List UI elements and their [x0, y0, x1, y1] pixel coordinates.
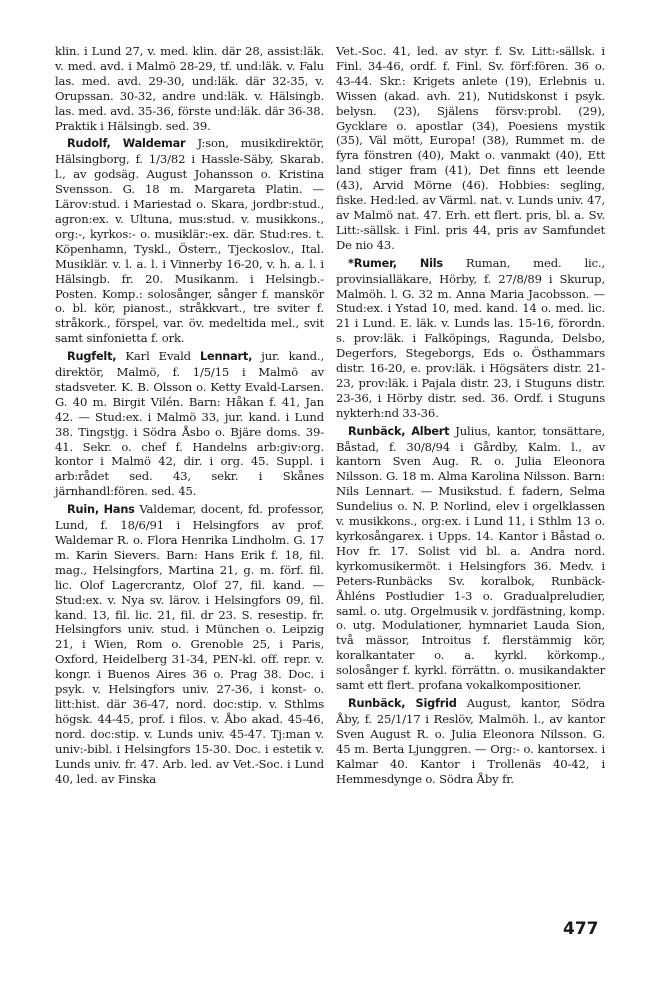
entry-text: Julius, kantor, tonsättare, Båstad, f. 30/8/94 i Gårdby, Kalm. l., av kantorn Sven Aug. R. o. Julia Eleonora Nilsson. G. 18 m. Alma Karolina Nilsson. Barn: Nils Lennart. — Musikstud. f. fadern, Selma Sundelius o. N. P. Norlind, elev i orgelklassen v. musikkons., org:ex. i Lund 11, i Sthlm 13 o. kyrkosångarex. i Upps. 14. Kantor i Båstad o. Hov fr. 17. Solist vid bl. a. Andra nord. kyrkomusikermöt. i Helsingfors 36. Medv. i Peters-Runbäcks Sv. koralbok, Runbäck-Åhléns Postludier 1-3 o. Gradualpreludier, saml. o. utg. Orgelmusik v. jordfästning, komp. o. utg. Modulationer, hymnariet Lauda Sion, två mässor, Introitus f. flerstämmig kör, koralkantater o. a. kyrkl. körkomp., solosånger f. kyrkl. förrättn. o. musikandakter samt ett flert. profana vokalkompositioner. — [336, 423, 605, 693]
entry-rumer-nils — [336, 256, 605, 421]
entry-text: Valdemar, docent, fd. professor, Lund, f. 18/6/91 i Helsingfors av prof. Waldemar R. o. Flora Henrika Lindholm. G. 17 m. Karin Sievers. Barn: Hans Erik f. 18, fil. mag., Helsingfors, Martina 21, g. m. förf. fil. lic. Olof Lagercrantz, Olof 27, fil. kand. — Stud:ex. v. Nya sv. lärov. i Helsingfors 09, fil. kand. 13, fil. lic. 21, fil. dr 23. S. resestip. fr. Helsingfors univ. stud. i München o. Leipzig 21, i Wien, Rom o. Grenoble 25, i Paris, Oxford, Heidelberg 31-34, PEN-kl. off. repr. v. kongr. i Buenos Aires 36 o. Prag 38. Doc. i psyk. v. Helsingfors univ. 27-36, i konst- o. litt:hist. där 36-47, nord. doc:stip. v. Sthlms högsk. 44-45, prof. i filos. v. Åbo akad. 45-46, nord. doc:stip. v. Lunds univ. 45-47. Tj:man v. univ:-bibl. i Helsingfors 15-30. Doc. i estetik v. Lunds univ. fr. 47. Arb. led. av Vet.-Soc. i Lund 40, led. av Finska — [55, 502, 324, 786]
entry-continuation: Vet.-Soc. 41, led. av styr. f. Sv. Litt:-sällsk. i Finl. 34-46, ordf. f. Finl. Sv. förf:fören. 36 o. 43-44. Skr.: Krigets anlete (19), Erlebnis u. Wissen (akad. avh. 21), Nutidskonst i psyk. belysn. (23), Själens försv:probl. (29), Gycklare o. apostlar (34), Poesiens mystik (35), Väl mött, Europa! (38), Rummet m. de fyra fönstren (40), Makt o. vanmakt (40), Ett land stiger fram (41), Det finns ett leende (43), Arvid Mörne (46). Hobbies: segling, fiske. Hed:led. av Värml. nat. v. Lunds univ. 47, av Malmö nat. 47. Erh. ett flert. pris, bl. a. Sv. Litt:-sällsk. i Finl. pris 44, pris av Samfundet De nio 43. — [336, 44, 605, 252]
entry-surname: *Rumer, — [348, 256, 397, 270]
entry-runback-sigfrid — [336, 696, 605, 786]
entry-runback-albert — [336, 424, 605, 693]
entry-given-name: Hans — [103, 503, 135, 517]
entry-surname: Runbäck, — [348, 424, 406, 438]
entry-text: Ruman, med. lic., provinsialläkare, Hörby, f. 27/8/89 i Skurup, Malmöh. l. G. 32 m. Anna Maria Jacobsson. — Stud:ex. i Ystad 10, med. kand. 14 o. med. lic. 21 i Lund. E. läk. v. Lunds las. 15-16, förordn. s. prov:läk. i Falköpings, Ragunda, Delsbo, Degerfors, Stegeborgs, Eds o. Östhammars distr. 16-20, e. prov:läk. i Högsäters distr. 21-23, prov:läk. i Pajala distr. 23, i Stuguns distr. 23-36, i Hörby distr. sed. 36. Ordf. i Stuguns nykterh:nd 33-36. — [336, 255, 605, 420]
entry-given-name: Waldemar — [122, 137, 186, 151]
entry-given-name: Lennart, — [199, 350, 253, 364]
entry-rugfelt-lennart — [55, 349, 324, 499]
entry-text: August, kantor, Södra Åby, f. 25/1/17 i Reslöv, Malmöh. l., av kantor Sven August R. o. Julia Eleonora Nilsson. G. 45 m. Berta Ljunggren. — Org:- o. kantorsex. i Kalmar 40. Kantor i Trollenäs 40-42, i Hemmesdynge o. Södra Åby fr. — [336, 695, 605, 786]
entry-text: jur. kand., direktör, Malmö, f. 1/5/15 i Malmö av stadsveter. K. B. Olsson o. Ketty Evald-Larsen. G. 40 m. Birgit Vilén. Barn: Håkan f. 41, Jan 42. — Stud:ex. i Malmö 33, jur. kand. i Lund 38. Tingstjg. i Södra Åsbo o. Bjäre doms. 39-41. Sekr. o. chef f. Handelns arb:giv:org. kontor i Malmö 42, dir. i org. 45. Suppl. i arb:rådet sed. 43, sekr. i Skånes järnhandl:fören. sed. 45. — [55, 349, 324, 499]
right-column — [336, 44, 605, 789]
entry-text: J:son, musikdirektör, Hälsingborg, f. 1/3/82 i Hassle-Säby, Skarab. l., av godsäg. August Johansson o. Kristina Svensson. G. 18 m. Margareta Platin. — Lärov:stud. i Mariestad o. Skara, jordbr:stud., agron:ex. v. Ultuna, mus:stud. v. musikkons., org:-, kyrkos:- o. musiklär:-ex. där. Stud:res. t. Köpenhamn, Tyskl., Österr., Tjeckoslov., Ital. Musiklär. v. l. a. l. i Vinnerby 16-20, v. h. a. l. i Hälsingb. fr. 20. Musikanm. i Helsingb.-Posten. Komp.: solosånger, sånger f. manskör o. bl. kör, pianost., stråkkvart., tre sviter f. stråkork., förspel, var. öv. medeltida mel., svit samt sinfonietta f. ork. — [55, 136, 324, 346]
page-number: 477 — [563, 919, 599, 939]
entry-given-name: Albert — [411, 424, 450, 438]
entry-text-pre: Karl Evald — [116, 349, 200, 364]
entry-given-name: Sigfrid — [415, 696, 457, 710]
entry-surname: Ruin, — [67, 503, 99, 517]
left-column — [55, 44, 324, 789]
entry-continuation: klin. i Lund 27, v. med. klin. där 28, assist:läk. v. med. avd. i Malmö 28-29, tf. und:läk. v. Falu las. med. avd. 29-30, und:läk. där 32-35, v. Orupssan. 30-32, andre und:läk. v. Hälsingb. las. med. avd. 35-36, förste und:läk. där 36-38. Praktik i Hälsingb. sed. 39. — [55, 44, 324, 133]
entry-ruin-hans — [55, 502, 324, 786]
entry-surname: Rugfelt, — [67, 350, 117, 364]
entry-surname: Runbäck, — [348, 696, 406, 710]
entry-surname: Rudolf, — [67, 137, 111, 151]
entry-rudolf-waldemar — [55, 136, 324, 346]
entry-given-name: Nils — [419, 256, 443, 270]
